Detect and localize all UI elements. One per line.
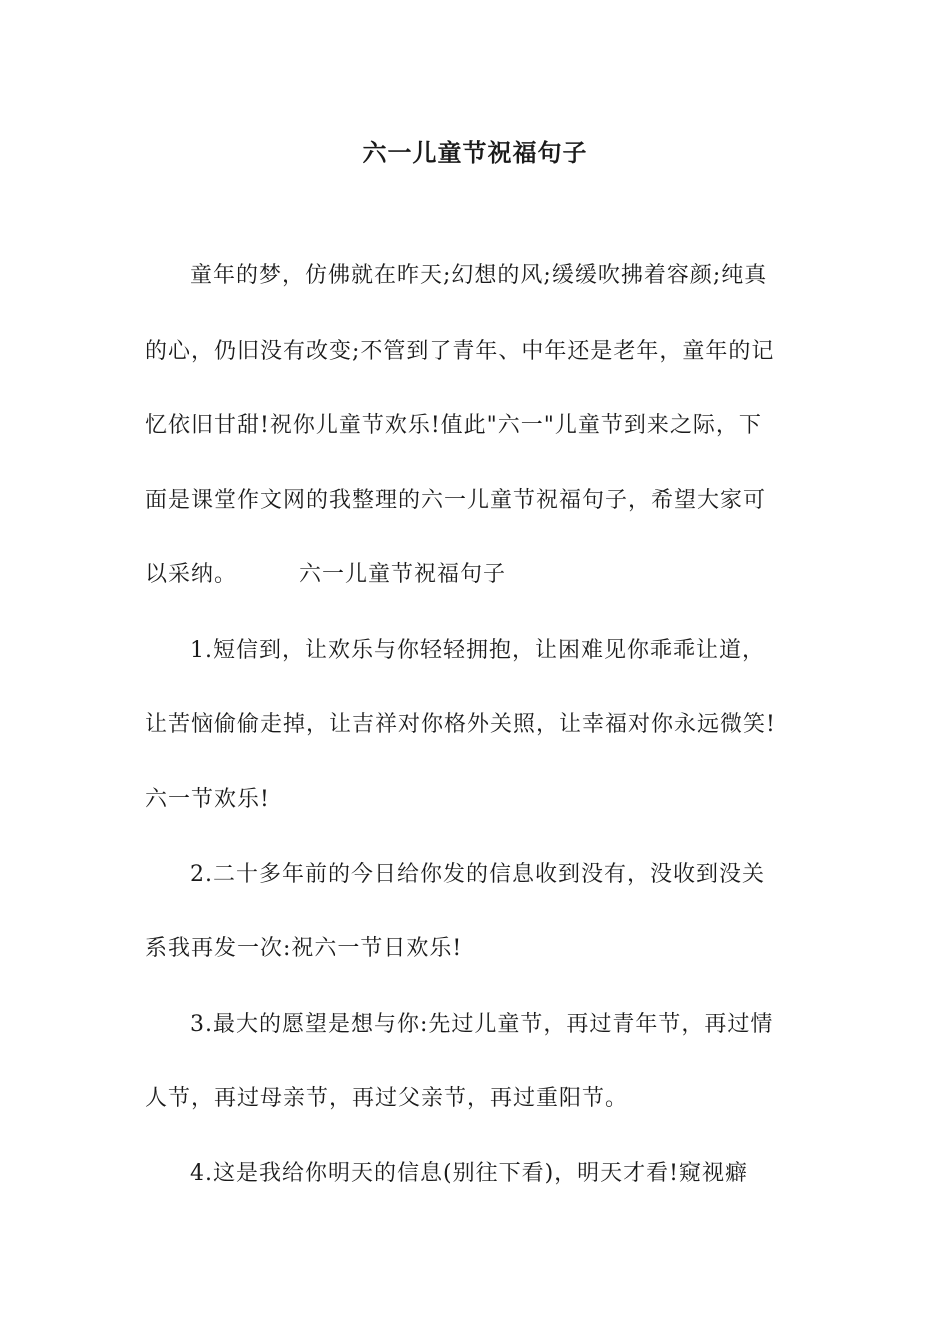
item-3-line-2: 人节，再过母亲节，再过父亲节，再过重阳节。 <box>145 1086 629 1111</box>
intro-last-line: 以采纳。 <box>145 562 238 587</box>
intro-line-1: 童年的梦，仿佛就在昨天;幻想的风;缓缓吹拂着容颜;纯真 <box>190 263 768 288</box>
intro-line-4: 面是课堂作文网的我整理的六一儿童节祝福句子，希望大家可 <box>145 488 767 513</box>
item-2-line-1: 2.二十多年前的今日给你发的信息收到没有，没收到没关 <box>190 862 765 887</box>
item-1-line-2: 让苦恼偷偷走掉，让吉祥对你格外关照，让幸福对你永远微笑! <box>145 712 776 737</box>
item-2-line-2: 系我再发一次:祝六一节日欢乐! <box>145 936 463 961</box>
item-1-line-3: 六一节欢乐! <box>145 787 270 812</box>
item-3-line-1: 3.最大的愿望是想与你:先过儿童节，再过青年节，再过情 <box>190 1012 774 1037</box>
intro-line-2: 的心，仍旧没有改变;不管到了青年、中年还是老年，童年的记 <box>145 339 775 364</box>
intro-line-5 <box>145 555 506 595</box>
item-4-line-1: 4.这是我给你明天的信息(别往下看)，明天才看!窥视癖 <box>190 1161 748 1186</box>
item-1-line-1: 1.短信到，让欢乐与你轻轻拥抱，让困难见你乖乖让道， <box>190 638 765 663</box>
document-title: 六一儿童节祝福句子 <box>362 138 588 167</box>
section-heading: 六一儿童节祝福句子 <box>299 562 507 587</box>
intro-line-3: 忆依旧甘甜!祝你儿童节欢乐!值此"六一"儿童节到来之际，下 <box>145 413 762 438</box>
